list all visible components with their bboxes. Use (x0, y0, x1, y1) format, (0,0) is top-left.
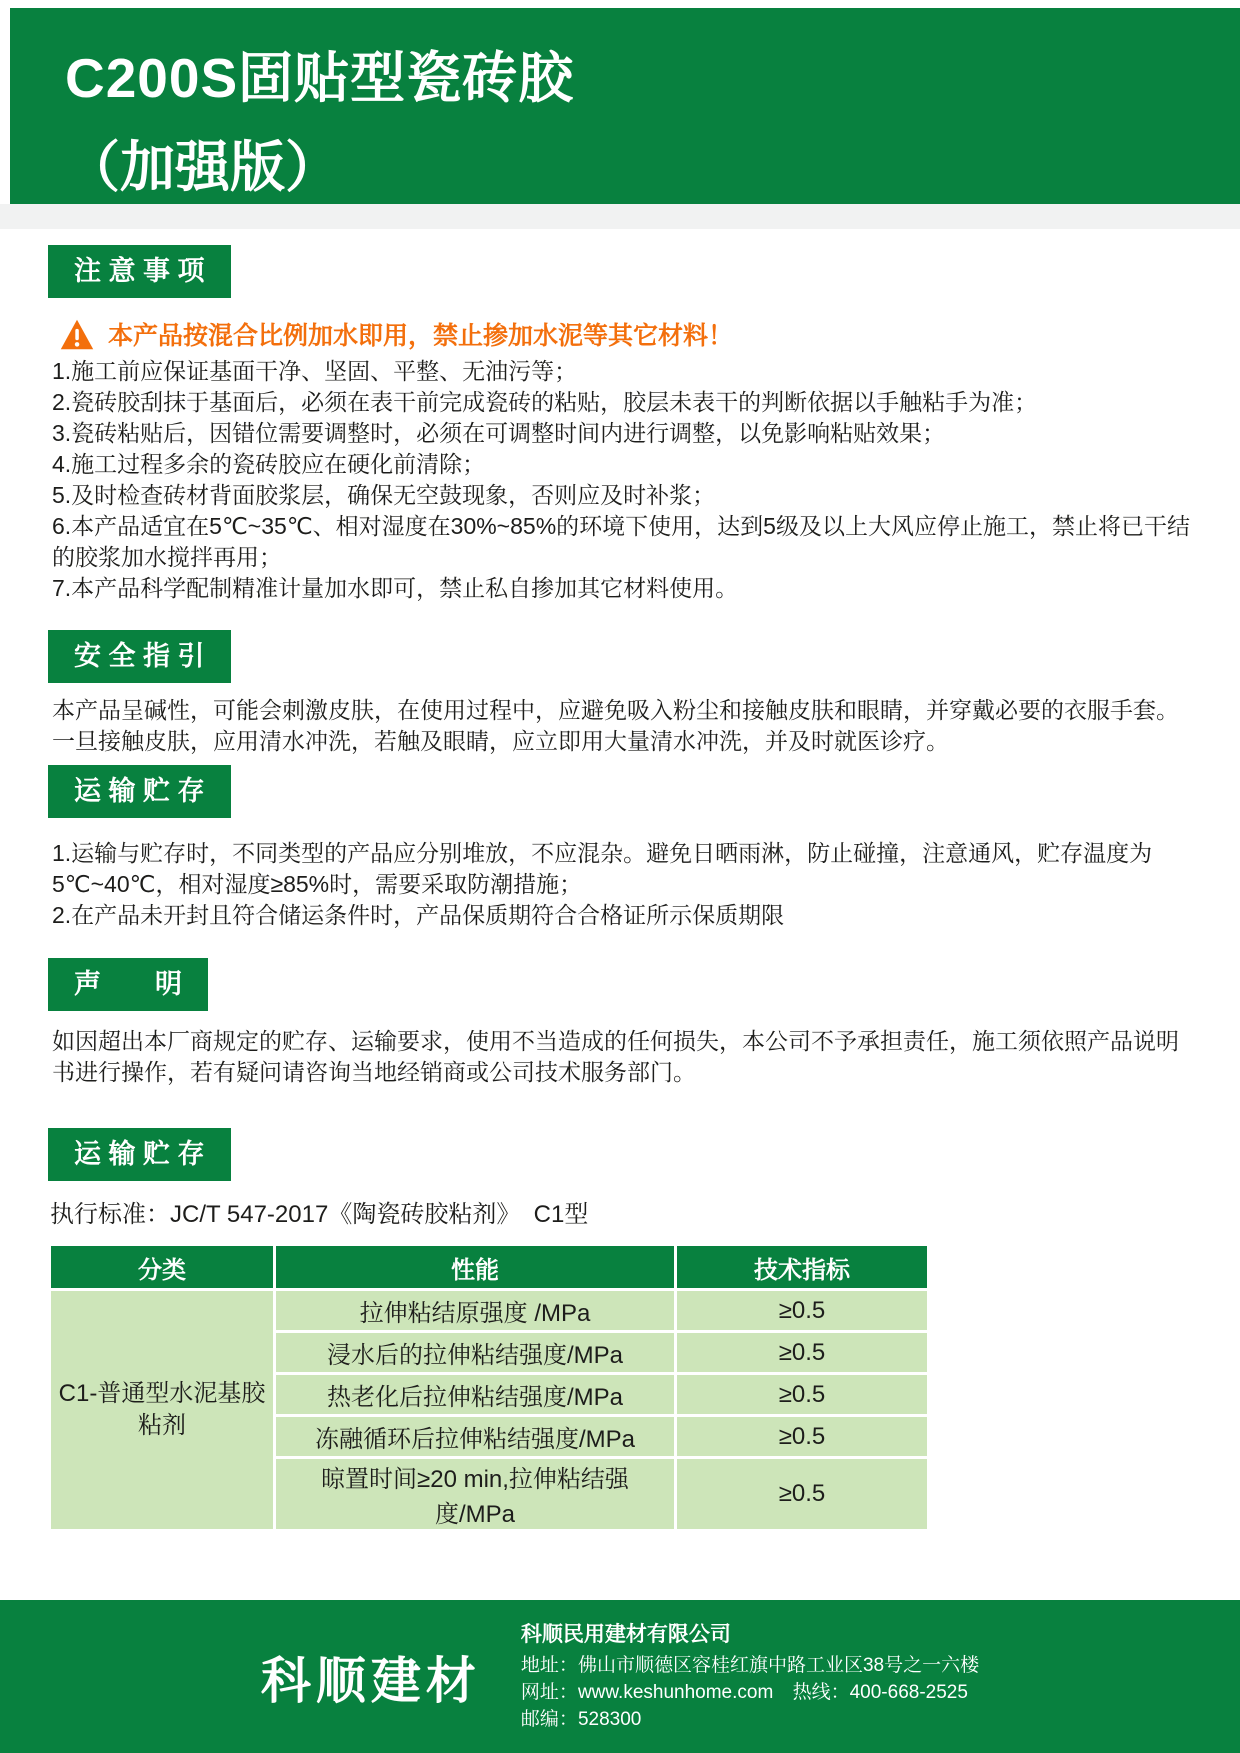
safety-line: 一旦接触皮肤，应用清水冲洗，若触及眼睛，应立即用大量清水冲洗，并及时就医诊疗。 (52, 728, 949, 754)
zip-value: 528300 (577, 1708, 642, 1730)
hotline-value: 400-668-2525 (849, 1681, 968, 1703)
list-item: 2.瓷砖胶刮抹于基面后，必须在表干前完成瓷砖的粘贴，胶层未表干的判断依据以手触粘手为准； (52, 389, 1038, 415)
value-cell: ≥0.5 (677, 1459, 927, 1529)
property-cell: 浸水后的拉伸粘结强度/MPa (276, 1333, 674, 1372)
address-label: 地址： (520, 1654, 578, 1676)
brand-logo: 科顺建材 (260, 1652, 481, 1709)
list-item: 5.及时检查砖材背面胶浆层，确保无空鼓现象，否则应及时补浆； (52, 482, 716, 508)
hotline-label: 热线： (792, 1681, 850, 1703)
list-item: 1.运输与贮存时，不同类型的产品应分别堆放，不应混杂。避免日晒雨淋，防止碰撞，注意通风，贮存温度为5℃~40℃，相对湿度≥85%时，需要采取防潮措施； (52, 840, 1153, 897)
product-title-line1: C200S固贴型瓷砖胶 (65, 47, 575, 109)
product-title-line2: （加强版） (65, 136, 341, 198)
property-cell: 热老化后拉伸粘结强度/MPa (276, 1375, 674, 1414)
standard-line: 执行标准：JC/T 547-2017《陶瓷砖胶粘剂》 C1型 (50, 1201, 589, 1228)
zip-label: 邮编： (520, 1708, 578, 1730)
category-cell: C1-普通型水泥基胶粘剂 (51, 1291, 273, 1529)
col-header-property: 性能 (276, 1246, 674, 1288)
property-cell: 冻融循环后拉伸粘结强度/MPa (276, 1417, 674, 1456)
page-header (10, 8, 1240, 204)
warning-triangle-icon (60, 319, 94, 350)
company-info (521, 1621, 979, 1733)
section-badge-standard: 运 输 贮 存 (48, 1128, 231, 1181)
list-item: 4.施工过程多余的瓷砖胶应在硬化前清除； (52, 451, 486, 477)
safety-text (52, 695, 1192, 757)
company-name: 科顺民用建材有限公司 (520, 1622, 731, 1646)
list-item: 1.施工前应保证基面干净、坚固、平整、无油污等； (52, 358, 578, 384)
address-value: 佛山市顺德区容桂红旗中路工业区38号之一六楼 (577, 1654, 980, 1676)
col-header-spec: 技术指标 (677, 1246, 927, 1288)
section-badge-transport: 运 输 贮 存 (48, 765, 231, 818)
list-item: 3.瓷砖粘贴后，因错位需要调整时，必须在可调整时间内进行调整，以免影响粘贴效果； (52, 420, 946, 446)
value-cell: ≥0.5 (677, 1417, 927, 1456)
table-row (51, 1291, 927, 1330)
spec-table (48, 1243, 930, 1532)
website-label: 网址： (520, 1681, 578, 1703)
list-item: 6.本产品适宜在5℃~35℃、相对湿度在30%~85%的环境下使用，达到5级及以上大风应停止施工，禁止将已干结的胶浆加水搅拌再用； (52, 513, 1190, 570)
section-badge-statement: 声 明 (48, 958, 208, 1011)
value-cell: ≥0.5 (677, 1291, 927, 1330)
warning-text: 本产品按混合比例加水即用，禁止掺加水泥等其它材料！ (108, 322, 734, 350)
value-cell: ≥0.5 (677, 1375, 927, 1414)
list-item: 7.本产品科学配制精准计量加水即可，禁止私自掺加其它材料使用。 (52, 575, 739, 601)
notice-list (52, 356, 1192, 604)
website-value: www.keshunhome.com (577, 1681, 774, 1703)
table-header-row (51, 1246, 927, 1288)
header-divider (0, 204, 1240, 229)
transport-text (52, 838, 1192, 931)
section-badge-safety: 安 全 指 引 (48, 630, 231, 683)
warning-banner (60, 316, 733, 352)
company-address-line (521, 1652, 979, 1679)
safety-line: 本产品呈碱性，可能会刺激皮肤，在使用过程中，应避免吸入粉尘和接触皮肤和眼睛，并穿戴必要的衣服手套。 (52, 697, 1179, 723)
property-cell: 晾置时间≥20 min,拉伸粘结强度/MPa (276, 1459, 674, 1529)
section-badge-notice: 注 意 事 项 (48, 245, 231, 298)
list-item: 2.在产品未开封且符合储运条件时，产品保质期符合合格证所示保质期限 (52, 902, 785, 928)
company-zip-line (521, 1706, 979, 1733)
value-cell: ≥0.5 (677, 1333, 927, 1372)
property-cell: 拉伸粘结原强度 /MPa (276, 1291, 674, 1330)
statement-text: 如因超出本厂商规定的贮存、运输要求，使用不当造成的任何损失，本公司不予承担责任，施工须依照产品说明书进行操作，若有疑问请咨询当地经销商或公司技术服务部门。 (52, 1028, 1179, 1085)
company-web-line (521, 1679, 979, 1706)
col-header-category: 分类 (51, 1246, 273, 1288)
page-footer (0, 1600, 1240, 1753)
